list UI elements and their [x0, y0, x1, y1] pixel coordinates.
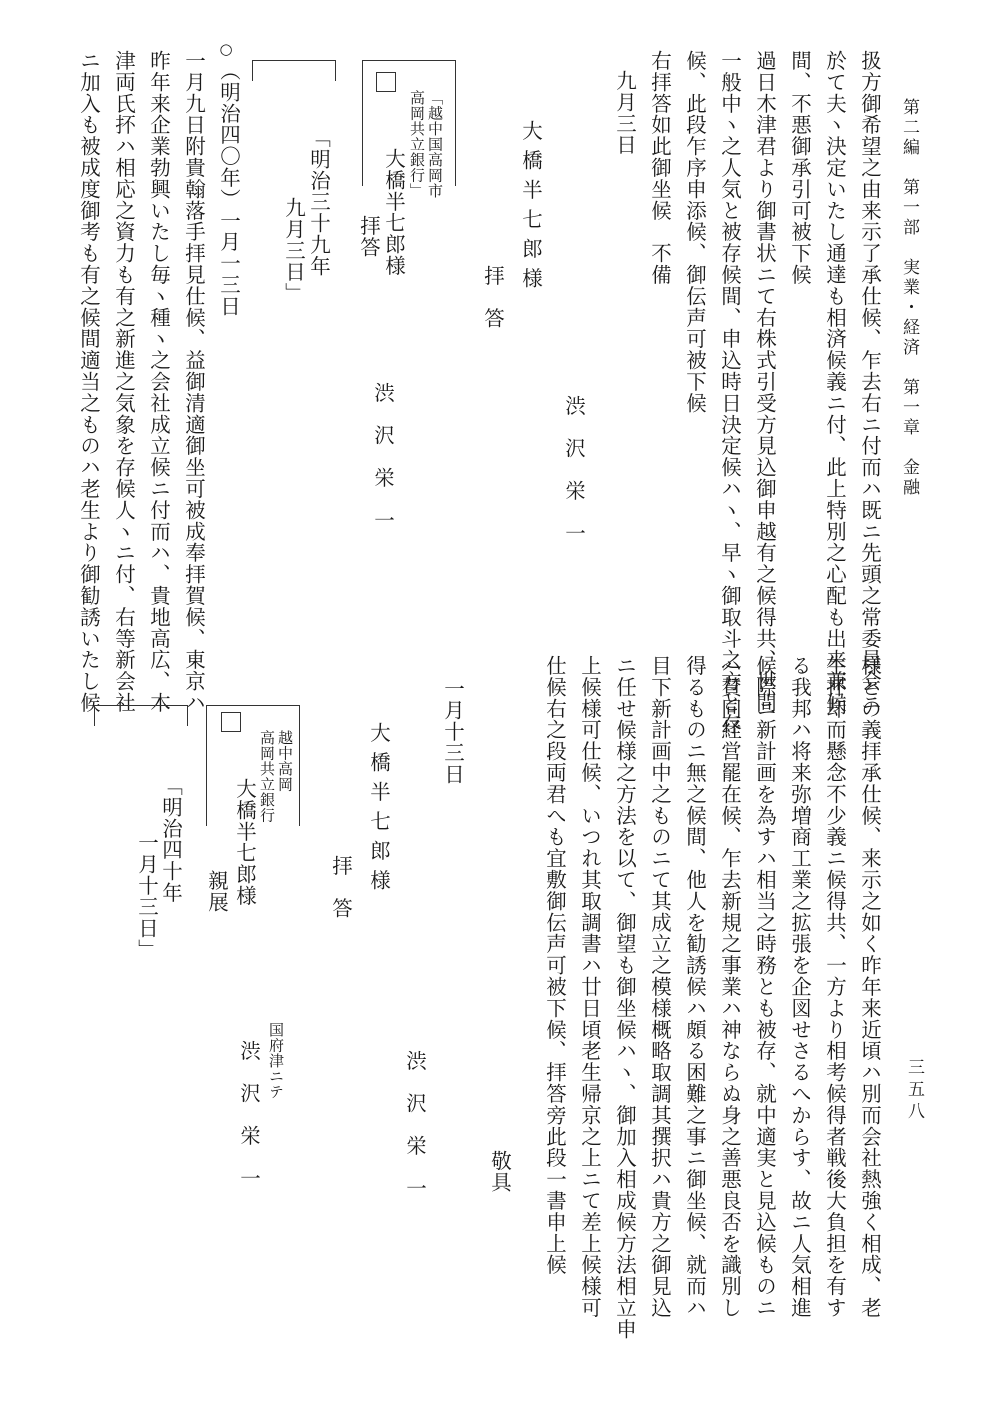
- letter-a-line: 過日木津君より御書状ニて右株式引受方見込御申越有之候得共、世間: [752, 50, 777, 714]
- letter-a-closing: 拝答: [480, 265, 505, 350]
- envelope-a-date-year: 「明治三十九年: [306, 127, 331, 277]
- letter-b-signature: 渋沢栄一: [402, 1050, 427, 1220]
- envelope-b-address: 越中高岡: [276, 730, 294, 792]
- letter-b-continued-line: 得るものニ無之候間、他人を勧誘候ハ頗る困難之事ニ御坐候、就而ハ: [682, 655, 707, 1319]
- envelope-a-bank: 高岡共立銀行」: [408, 90, 426, 199]
- letter-a-line: 扱方御希望之由来示了承仕候、乍去右ニ付而ハ既ニ先頭之常委員会ニ: [857, 50, 882, 714]
- envelope-a-closing: 拝答: [356, 215, 381, 258]
- running-title: 第二編 第一部 実業・経済 第一章 金融: [899, 98, 919, 498]
- letter-b-continued-line: 上候様可仕候、いつれ其取調書ハ廿日頃老生帰京之上ニて差上候様可: [577, 655, 602, 1319]
- letter-b-closing-formula: 敬具: [487, 1150, 512, 1193]
- envelope-a-date-day: 九月三日」: [281, 197, 306, 304]
- letter-b-marker: ○: [217, 40, 235, 59]
- letter-b-continued-line: ハ賛同経営罷在候、乍去新規之事業ハ神ならぬ身之善悪良否を識別し: [717, 655, 742, 1319]
- envelope-a-addressee: 大橋半七郎様: [381, 148, 406, 277]
- letter-b-continued-line: ニ任せ候様之方法を以て、御望も御坐候ハヽ、御加入相成候方法相立申: [612, 655, 637, 1340]
- envelope-a-postal-square: [376, 72, 396, 92]
- letter-b-line: 昨年来企業勃興いたし毎ヽ種ヽ之会社成立候ニ付而ハ、貴地高広、木: [146, 50, 171, 714]
- envelope-b-sender: 渋沢栄一: [236, 1040, 261, 1210]
- page-number: 三五八: [904, 1058, 924, 1124]
- letter-b-line: 一月九日附貴翰落手拝見仕候、益御清適御坐可被成奉拝賀候、東京ハ: [181, 50, 206, 714]
- letter-a-line: 右拝答如此御坐候 不備: [647, 50, 672, 286]
- letter-a-date: 九月三日: [612, 70, 637, 156]
- letter-a-line: 於て夫ヽ決定いたし通達も相済候義ニ付、此上特別之心配も出来兼候: [822, 50, 847, 714]
- letter-b-date: 一月十三日: [440, 678, 465, 785]
- letter-a-signature: 渋沢栄一: [561, 395, 586, 565]
- letter-a-line: 一般中ヽ之人気と被存候間、申込時日決定候ハヽ、早ヽ御取斗之方と存: [717, 50, 742, 735]
- letter-b-line: 津両氏抔ハ相応之資力も有之新進之気象を存候人ヽニ付、右等新会社: [111, 50, 136, 714]
- envelope-b-date-day: 一月十三日」: [134, 832, 159, 961]
- letter-b-continued-line: 様との義拝承仕候、来示之如く昨年来近頃ハ別而会社熱強く相成、老: [857, 655, 882, 1319]
- letter-b-continued-line: 目下新計画中之ものニて其成立之模様概略取調其撰択ハ貴方之御見込: [647, 655, 672, 1319]
- letter-b-continued-line: 候際ニ新計画を為すハ相当之時務とも被存、就中適実と見込候ものニ: [752, 655, 777, 1319]
- envelope-b-place: 国府津ニテ: [267, 1022, 285, 1100]
- letter-b-dated-heading: （明治四〇年）一月一三日: [216, 60, 241, 317]
- envelope-b-date-stamp-frame: [94, 705, 188, 726]
- letter-b-continued-line: る我邦ハ将来弥増商工業之拡張を企図せさるへからす、故ニ人気相進: [787, 655, 812, 1319]
- envelope-a-sender: 渋沢栄一: [370, 382, 395, 552]
- letter-a-addressee: 大橋半七郎様: [518, 120, 543, 297]
- letter-b-addressee: 大橋半七郎様: [366, 722, 391, 899]
- envelope-b-closing: 親展: [204, 870, 229, 913]
- envelope-a-address: 「越中国高岡市: [426, 90, 444, 199]
- envelope-b-date-year: 「明治四十年: [158, 775, 183, 904]
- letter-a-line: 候、此段乍序申添候、御伝声可被下候: [682, 50, 707, 414]
- envelope-b-postal-square: [221, 712, 241, 732]
- envelope-a-date-stamp-frame: [252, 60, 336, 81]
- envelope-b-bank: 高岡共立銀行: [258, 730, 276, 823]
- envelope-b-addressee: 大橋半七郎様: [232, 778, 257, 907]
- letter-a-line: 間、不悪御承引可被下候: [787, 50, 812, 286]
- letter-b-continued-line: 仕候右之段両君へも宜敷御伝声可被下候、拝答旁此段一書申上候: [542, 655, 567, 1276]
- letter-b-line: ニ加入も被成度御考も有之候間適当之ものハ老生より御勧誘いたし候: [76, 50, 101, 714]
- letter-b-continued-line: 生抔却而懸念不少義ニ候得共、一方より相考候得者戦後大負担を有す: [822, 655, 847, 1319]
- letter-b-closing: 拝答: [328, 855, 353, 940]
